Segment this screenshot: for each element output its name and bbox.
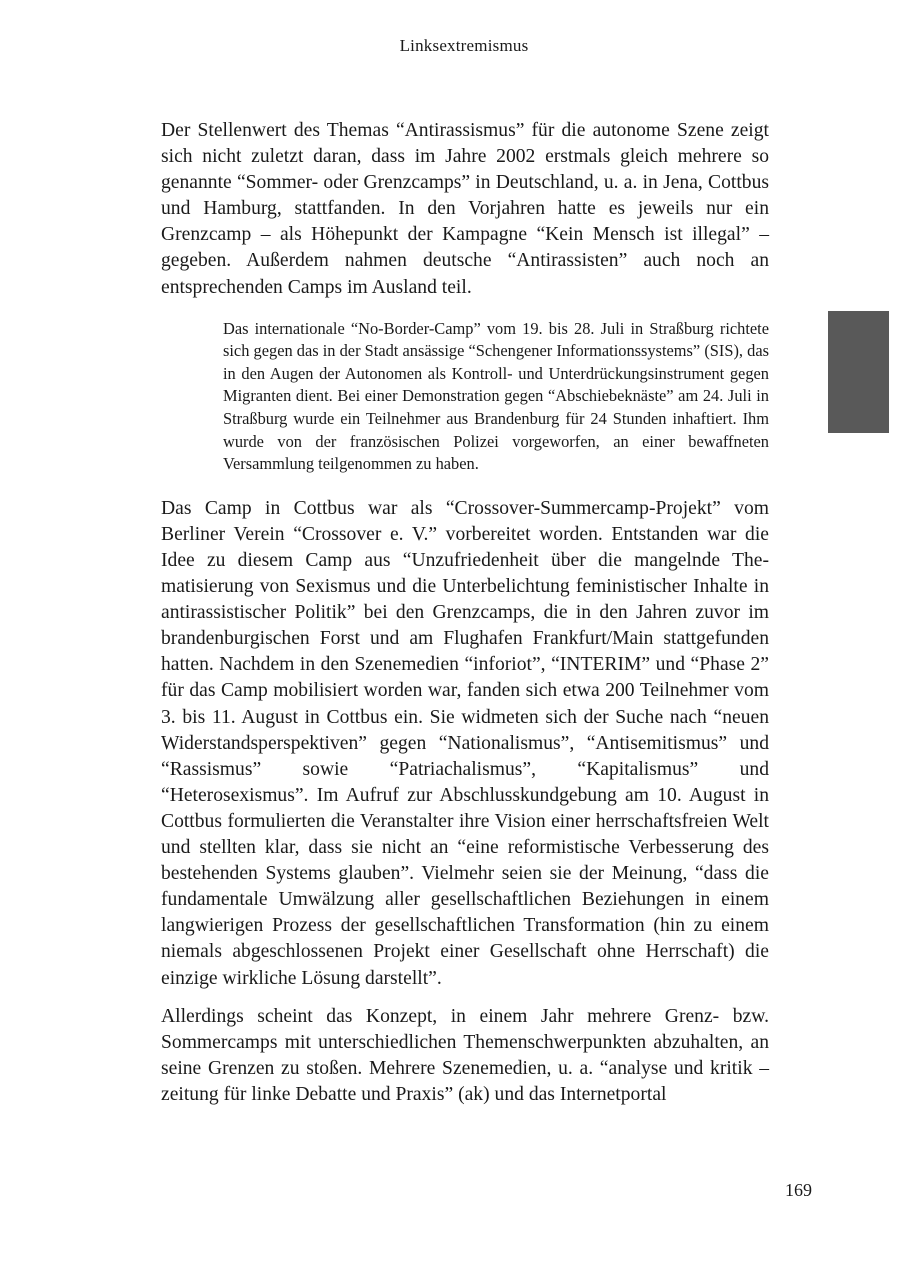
paragraph-1: Der Stellenwert des Themas “Antirassismus” für die autonome Szene zeigt sich nicht zuletzt daran, dass im Jahre 2002 erstmals gleich mehrere so genannte “Sommer- oder Grenzcamps” in Deutschland, u. a. in Jena, Cottbus und Hamburg, stattfanden. In den Vorjahren hatte es jeweils nur ein Grenzcamp – als Höhepunkt der Kampagne “Kein Mensch ist illegal” – gegeben. Außerdem nahmen deutsche “Antirassisten” auch noch an entsprechenden Camps im Ausland teil. <box>161 120 769 298</box>
indented-quote: Das internationale “No-Border-Camp” vom 19. bis 28. Juli in Straßburg richtete sich gegen das in der Stadt ansässige “Schengener Informationssystems” (SIS), das in den Augen der Autonomen als Kontroll- und Unterdrückungsinstrument gegen Migranten dient. Bei einer Demonstration gegen “Abschiebeknäste” am 24. Juli in Straßburg wurde ein Teilnehmer aus Brandenburg für 24 Stunden inhaftiert. Ihm wurde von der französischen Polizei vorgeworfen, an einer bewaffneten Versammlung teilgenommen zu haben. <box>223 318 769 474</box>
paragraph-3: Allerdings scheint das Konzept, in einem Jahr mehrere Grenz- bzw. Sommercamps mit unterschiedlichen Themenschwerpunkten abzuhalten, an seine Grenzen zu stoßen. Mehrere Szenemedien, u. a. “analyse und kritik – zeitung für linke Debatte und Praxis” (ak) und das Internetportal <box>161 1005 769 1105</box>
chapter-thumb-tab <box>828 311 889 433</box>
page-body <box>161 118 769 1108</box>
page-number: 169 <box>785 1180 812 1200</box>
running-header: Linksextremismus <box>399 36 529 55</box>
paragraph-2: Das Camp in Cottbus war als “Crossover-Summercamp-Projekt” vom Berliner Verein “Crossover e. V.” vorbereitet worden. Entstanden war die Idee zu diesem Camp aus “Unzufriedenheit über die mangelnde Thematisierung von Sexismus und die Unterbelichtung feministischer Inhalte in antirassistischer Politik” bei den Grenzcamps, die in den Jahren zuvor im brandenburgischen Forst und am Flughafen Frankfurt/Main stattgefunden hatten. Nachdem in den Szenemedien “inforiot”, “INTERIM” und “Phase 2” für das Camp mobilisiert worden war, fanden sich etwa 200 Teilnehmer vom 3. bis 11. August in Cottbus ein. Sie widmeten sich der Suche nach “neuen Widerstandsperspektiven” gegen “Nationalismus”, “Antisemitismus” und “Rassismus” sowie “Patriachalismus”, “Kapitalismus” und “Heterosexismus”. Im Aufruf zur Abschlusskundgebung am 10. August in Cottbus formulierten die Veranstalter ihre Vision einer herrschaftsfreien Welt und stellten klar, dass sie nicht an “eine reformistische Verbesserung des bestehenden Systems glauben”. Vielmehr seien sie der Meinung, “dass die fundamentale Umwälzung aller gesellschaftlichen Beziehungen in einem langwierigen Prozess der gesellschaftlichen Transformation (hin zu einem niemals abgeschlossenen Projekt einer Gesellschaft ohne Herrschaft) die einzige wirkliche Lösung darstellt”. <box>161 497 769 989</box>
